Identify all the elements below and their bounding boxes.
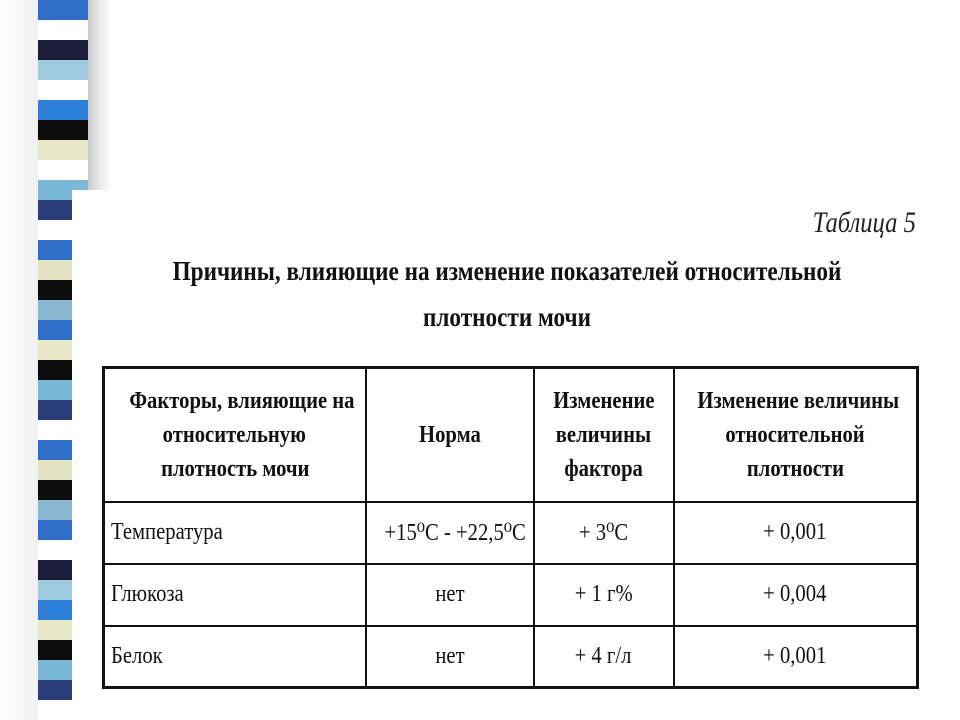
- header-line: Факторы, влияющие на: [129, 387, 355, 414]
- cell-text: + 0,004: [763, 581, 827, 607]
- cell-text: Белок: [111, 642, 163, 669]
- stripe-segment: [38, 40, 88, 60]
- cell-norm: [366, 502, 534, 564]
- cell-factor-change: [534, 502, 674, 564]
- stripe-segment: [38, 100, 88, 120]
- cell-factor: [104, 502, 366, 564]
- cell-factor-change: [534, 626, 674, 688]
- cell-text: нет: [434, 581, 465, 607]
- stripe-segment: [38, 120, 88, 140]
- shadow-edge: [88, 0, 112, 190]
- header-line: фактора: [564, 455, 643, 482]
- header-line: величины: [555, 421, 652, 448]
- cell-density-change: [674, 626, 918, 688]
- stripe-segment: [38, 0, 88, 20]
- cell-text: +15⁰C - +22,5⁰C: [384, 520, 526, 546]
- header-line: относительную: [163, 421, 307, 448]
- stripe-segment: [38, 160, 88, 180]
- header-line: плотность мочи: [160, 455, 309, 482]
- cell-norm: [366, 564, 534, 626]
- cell-text: Температура: [111, 519, 223, 545]
- header-line: плотности: [746, 455, 844, 482]
- table-row: [104, 626, 918, 688]
- header-line: Изменение: [552, 387, 655, 414]
- table-number-label: Таблица 5: [812, 206, 916, 239]
- title-line-2: плотности мочи: [423, 302, 591, 332]
- stripe-segment: [38, 140, 88, 160]
- header-norm: [366, 368, 534, 502]
- header-line: Норма: [418, 421, 481, 448]
- title-line-1: Причины, влияющие на изменение показателей относительной: [172, 256, 842, 286]
- header-factors: [104, 368, 366, 502]
- cell-text: Глюкоза: [111, 581, 184, 607]
- cell-density-change: [674, 564, 918, 626]
- stripe-segment: [38, 20, 88, 40]
- cell-text: + 0,001: [763, 519, 827, 545]
- cell-text: + 0,001: [763, 642, 827, 669]
- cell-norm: [366, 626, 534, 688]
- cell-factor: [104, 564, 366, 626]
- cell-text: + 1 г%: [574, 581, 633, 607]
- cell-text: нет: [434, 642, 465, 669]
- document-sheet: [72, 190, 960, 720]
- header-factor-change: [534, 368, 674, 502]
- cell-text: + 3⁰C: [578, 520, 629, 546]
- stripe-segment: [38, 80, 88, 100]
- table-row: [104, 564, 918, 626]
- table-header-row: [104, 368, 918, 502]
- density-factors-table: [102, 366, 919, 689]
- cell-text: + 4 г/л: [575, 642, 632, 669]
- cell-factor: [104, 626, 366, 688]
- document-title: [133, 248, 881, 340]
- header-density-change: [674, 368, 918, 502]
- header-line: Изменение величины: [696, 387, 899, 414]
- stripe-segment: [38, 60, 88, 80]
- header-line: относительной: [725, 421, 865, 448]
- table-row: [104, 502, 918, 564]
- cell-factor-change: [534, 564, 674, 626]
- left-margin: [0, 0, 38, 720]
- cell-density-change: [674, 502, 918, 564]
